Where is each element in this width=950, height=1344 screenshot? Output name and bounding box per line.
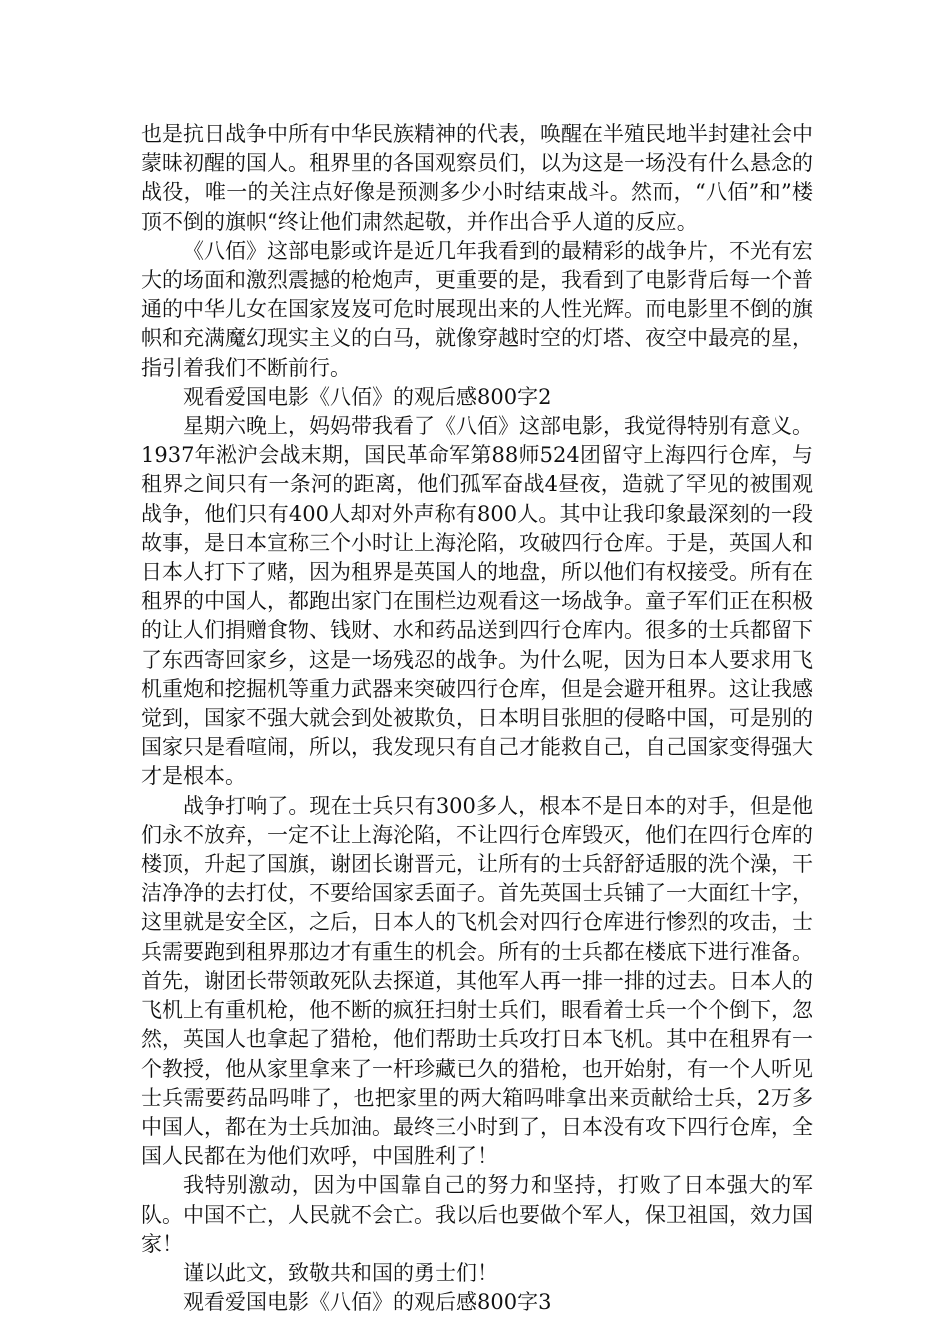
section-heading-2: 观看爱国电影《八佰》的观后感800字2 [183, 384, 552, 409]
paragraph-film-review: 《八佰》这部电影或许是近几年我看到的最精彩的战争片，不光有宏大的场面和激烈震撼的枪炮声，更重要的是，我看到了电影背后每一个普通的中华儿女在国家岌岌可危时展现出来的人性光辉。而电影里不倒的旗帜和充满魔幻现实主义的白马，就像穿越时空的灯塔、夜空中最亮的星，指引着我们不断前行。 [141, 238, 813, 380]
document-page [141, 120, 813, 1317]
paragraph-battle: 战争打响了。现在士兵只有300多人，根本不是日本的对手，但是他们永不放弃，一定不让上海沦陷，不让四行仓库毁灭，他们在四行仓库的楼顶，升起了国旗，谢团长谢晋元，让所有的士兵舒舒适服的洗个澡，干洁净净的去打仗，不要给国家丢面子。首先英国士兵铺了一大面红十字，这里就是安全区，之后，日本人的飞机会对四行仓库进行惨烈的攻击，士兵需要跑到租界那边才有重生的机会。所有的士兵都在楼底下进行准备。首先，谢团长带领敢死队去探道，其他军人再一排一排的过去。日本人的飞机上有重机枪，他不断的疯狂扫射士兵们，眼看着士兵一个个倒下，忽然，英国人也拿起了猎枪，他们帮助士兵攻打日本飞机。其中在租界有一个教授，他从家里拿来了一杆珍藏已久的猎枪，也开始射，有一个人听见士兵需要药品吗啡了，也把家里的两大箱吗啡拿出来贡献给士兵，2万多中国人，都在为士兵加油。最终三小时到了，日本没有攻下四行仓库，全国人民都在为他们欢呼，中国胜利了！ [141, 793, 813, 1169]
paragraph-continuation: 也是抗日战争中所有中华民族精神的代表，唤醒在半殖民地半封建社会中蒙昧初醒的国人。租界里的各国观察员们，以为这是一场没有什么悬念的战役，唯一的关注点好像是预测多少小时结束战斗。然而，“八佰”和”楼顶不倒的旗帜“终让他们肃然起敬，并作出合乎人道的反应。 [141, 122, 813, 234]
paragraph-excited: 我特别激动，因为中国靠自己的努力和坚持，打败了日本强大的军队。中国不亡，人民就不会亡。我以后也要做个军人，保卫祖国，效力国家！ [141, 1173, 813, 1256]
section-heading-3: 观看爱国电影《八佰》的观后感800字3 [183, 1290, 552, 1315]
paragraph-saturday-movie: 星期六晚上，妈妈带我看了《八佰》这部电影，我觉得特别有意义。1937年淞沪会战末期，国民革命军第88师524团留守上海四行仓库，与租界之间只有一条河的距离，他们孤军奋战4昼夜，造就了罕见的被围观战争，他们只有400人却对外声称有800人。其中让我印象最深刻的一段故事，是日本宣称三个小时让上海沦陷，攻破四行仓库。于是，英国人和日本人打下了赌，因为租界是英国人的地盘，所以他们有权接受。所有在租界的中国人，都跑出家门在围栏边观看这一场战争。童子军们正在积极的让人们捐赠食物、钱财、水和药品送到四行仓库内。很多的士兵都留下了东西寄回家乡，这是一场残忍的战争。为什么呢，因为日本人要求用飞机重炮和挖掘机等重力武器来突破四行仓库，但是会避开租界。这让我感觉到，国家不强大就会到处被欺负，日本明目张胆的侵略中国，可是别的国家只是看喧闹，所以，我发现只有自己才能救自己，自己国家变得强大才是根本。 [141, 414, 813, 789]
paragraph-tribute: 谨以此文，致敬共和国的勇士们！ [183, 1260, 498, 1285]
